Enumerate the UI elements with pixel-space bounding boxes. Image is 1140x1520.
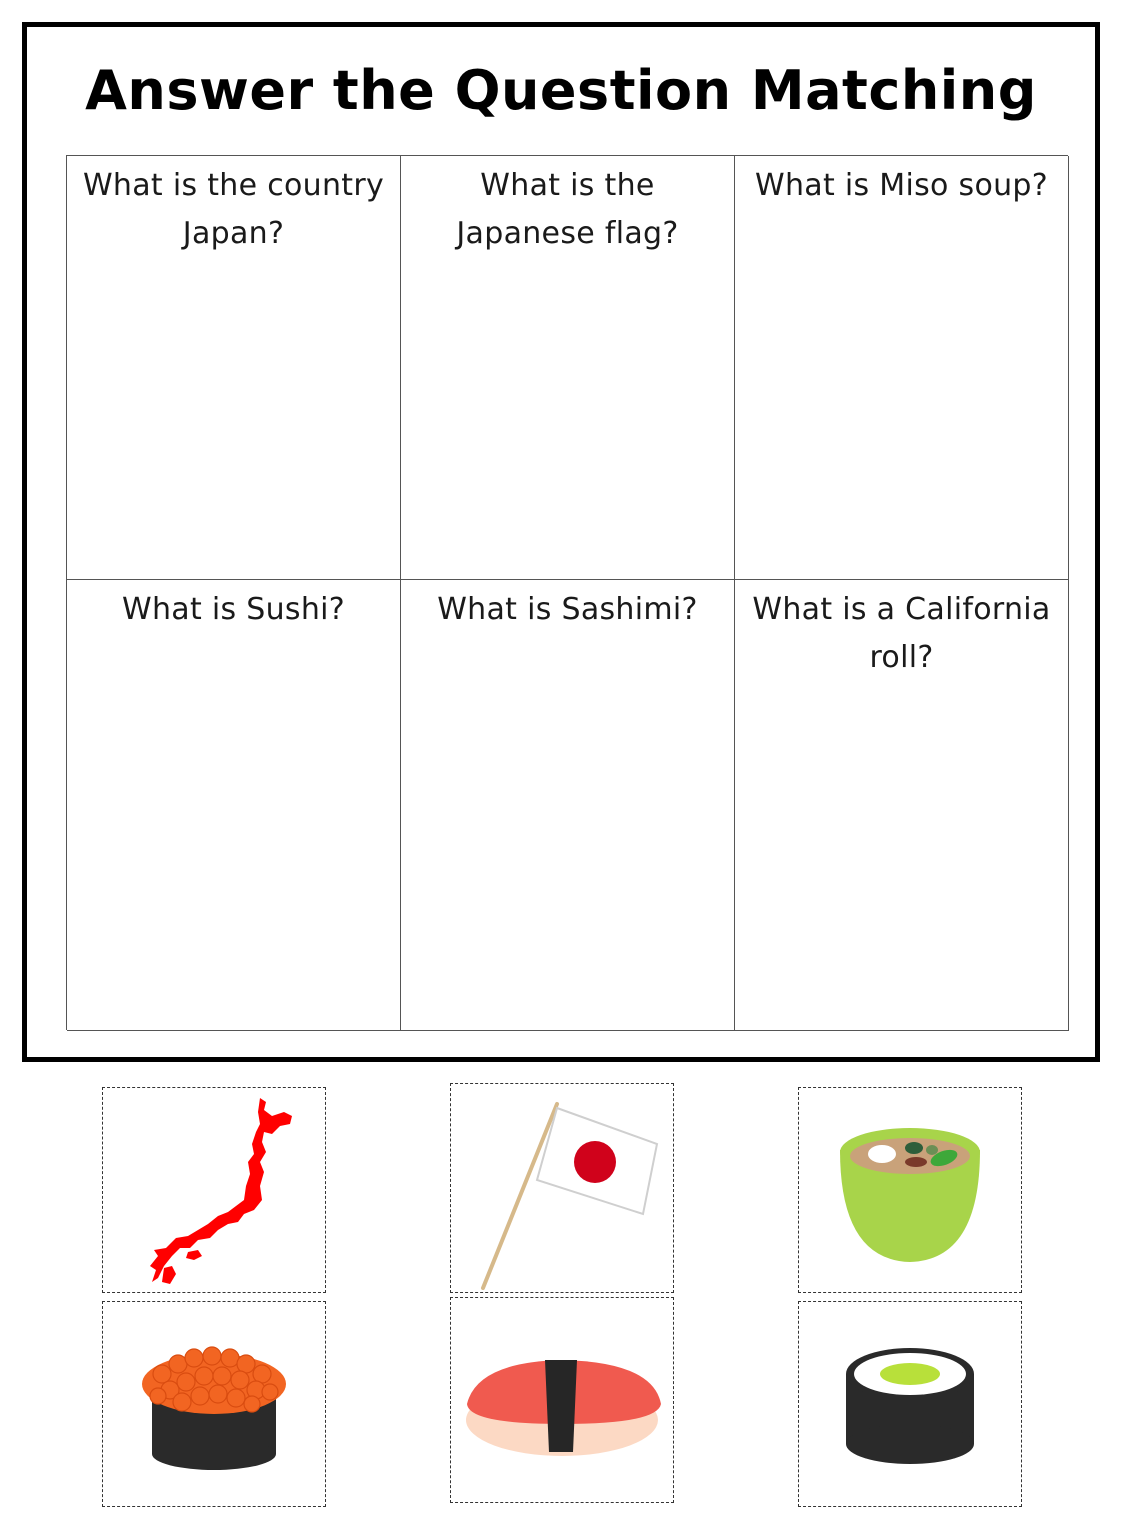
- nigiri-sashimi-icon: [457, 1300, 667, 1500]
- question-text: What is the country Japan?: [82, 168, 385, 251]
- question-cell-flag[interactable]: [401, 156, 735, 580]
- japanese-flag-icon: [457, 1086, 667, 1291]
- worksheet-title: Answer the Question Matching: [85, 59, 1037, 122]
- question-cell-california-roll[interactable]: [735, 580, 1069, 1031]
- answer-grid: [66, 155, 1068, 1030]
- card-sashimi[interactable]: [450, 1297, 674, 1503]
- question-text: What is the Japanese flag?: [456, 168, 679, 251]
- card-ikura-sushi[interactable]: [102, 1301, 326, 1507]
- card-miso-soup[interactable]: [798, 1087, 1022, 1293]
- question-text: What is a California roll?: [752, 592, 1051, 675]
- card-california-roll[interactable]: [798, 1301, 1022, 1507]
- question-text: What is Sushi?: [121, 592, 346, 627]
- california-roll-icon: [810, 1304, 1010, 1504]
- question-cell-sushi[interactable]: [67, 580, 401, 1031]
- card-japanese-flag[interactable]: [450, 1083, 674, 1293]
- worksheet-frame: [22, 22, 1100, 1062]
- question-cell-japan[interactable]: [67, 156, 401, 580]
- question-cell-sashimi[interactable]: [401, 580, 735, 1031]
- japan-map-icon: [114, 1090, 314, 1290]
- question-text: What is Sashimi?: [437, 592, 698, 627]
- question-cell-miso[interactable]: [735, 156, 1069, 580]
- ikura-sushi-icon: [114, 1304, 314, 1504]
- miso-soup-icon: [810, 1090, 1010, 1290]
- card-japan-map[interactable]: [102, 1087, 326, 1293]
- question-text: What is Miso soup?: [755, 168, 1048, 203]
